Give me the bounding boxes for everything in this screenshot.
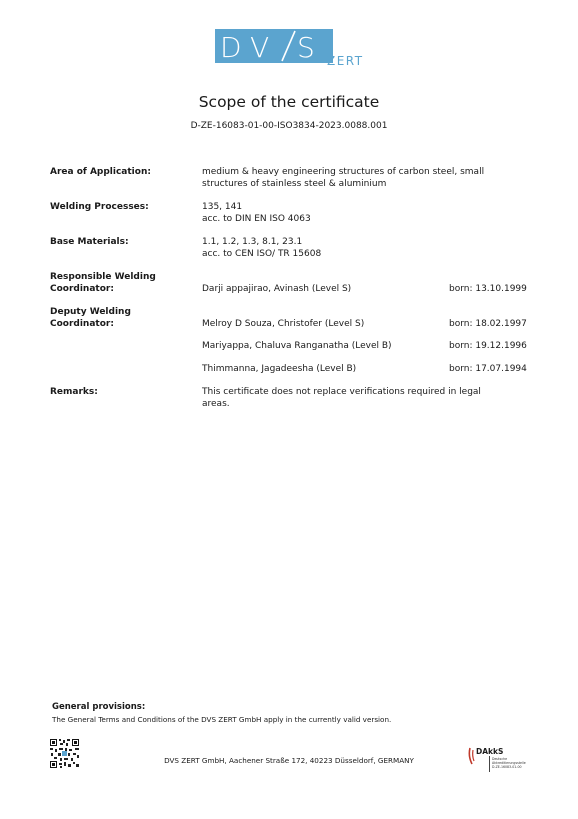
area-label: Area of Application: [50,167,151,177]
dakks-subtext-line: Deutsche [492,757,508,761]
dwc-label-line: Coordinator: [50,319,114,329]
provisions-title: General provisions: [52,702,146,712]
dwc-name: Melroy D Souza, Christofer (Level S) [202,319,365,329]
dwc-label [50,306,190,330]
dwc-label-line: Deputy Welding [50,307,131,317]
dakks-label: DAkkS [476,747,504,756]
logo-suffix: ZERT [327,54,364,67]
materials-label: Base Materials: [50,237,129,247]
materials-value [202,236,532,260]
provisions-text: The General Terms and Conditions of the DVS ZERT GmbH apply in the currently valid version. [52,715,392,724]
area-value [202,166,532,190]
dwc-name: Thimmanna, Jagadeesha (Level B) [202,364,357,374]
logo-letter-s: S [297,31,315,64]
processes-label: Welding Processes: [50,202,149,212]
materials-line: 1.1, 1.2, 1.3, 8.1, 23.1 [202,237,303,247]
dakks-subtext [492,757,534,769]
dwc-born: born: 19.12.1996 [449,341,527,351]
remarks-label: Remarks: [50,387,98,397]
page-title: Scope of the certificate [198,93,380,111]
processes-line: acc. to DIN EN ISO 4063 [202,214,311,224]
dwc-name: Mariyappa, Chaluva Ranganatha (Level B) [202,341,392,351]
remarks-value [202,386,532,410]
area-line: medium & heavy engineering structures of carbon steel, small [202,167,485,177]
dvs-zert-logo [215,29,375,67]
certificate-number: D-ZE-16083-01-00-ISO3834-2023.0088.001 [190,121,388,131]
dakks-subtext-line: Akkreditierungsstelle [492,761,526,765]
processes-line: 135, 141 [202,202,243,212]
processes-value [202,201,532,225]
rwc-name: Darji appajirao, Avinash (Level S) [202,284,352,294]
remarks-line: This certificate does not replace verifications required in legal [202,387,481,397]
logo-letter-v: V [250,31,270,64]
rwc-born: born: 13.10.1999 [449,284,527,294]
dwc-born: born: 18.02.1997 [449,319,527,329]
remarks-line: areas. [202,399,230,409]
rwc-label-line: Coordinator: [50,284,114,294]
rwc-label-line: Responsible Welding [50,272,156,282]
rwc-label [50,271,190,295]
footer-address: DVS ZERT GmbH, Aachener Straße 172, 40223 Düsseldorf, GERMANY [164,756,414,765]
logo-letter-d: D [220,31,242,64]
dwc-born: born: 17.07.1994 [449,364,527,374]
area-line: structures of stainless steel & aluminium [202,179,387,189]
dakks-subtext-line: D-ZE-16083-01-00 [492,765,522,769]
materials-line: acc. to CEN ISO/ TR 15608 [202,249,322,259]
